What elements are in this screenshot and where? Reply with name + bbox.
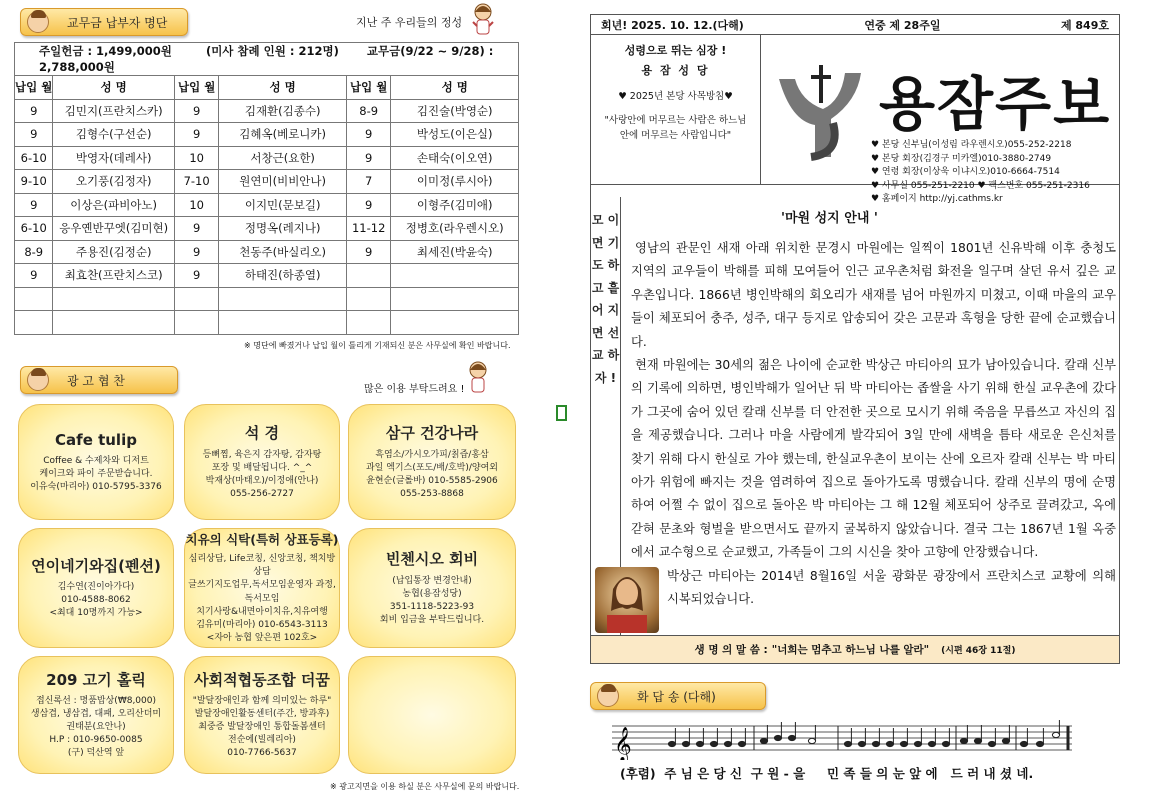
ad-line: <최대 10명까지 가능>	[49, 608, 143, 619]
note	[914, 741, 921, 746]
donor-name-cell: 최효찬(프란치스코)	[53, 264, 174, 288]
ad-card	[348, 656, 516, 774]
ad-card	[348, 528, 516, 648]
ad-card	[348, 404, 516, 520]
contact-line: ♥ 본당 신부님(이성림 라우렌시오)055-252-2218	[871, 140, 1072, 150]
note	[696, 741, 703, 746]
ad-thanks: 많은 이용 부탁드려요 !	[364, 384, 465, 395]
note	[886, 741, 893, 746]
pay-month-cell: 9	[174, 240, 219, 264]
donor-tag: 교무금 납부자 명단	[20, 8, 188, 36]
note	[808, 738, 815, 743]
pay-month-cell	[346, 311, 391, 335]
note	[682, 741, 689, 746]
pay-month-cell: 9	[174, 123, 219, 147]
donor-name-cell: 김형수(구선순)	[53, 123, 174, 147]
ad-line: <자아 농협 앞은편 102호>	[206, 632, 318, 643]
table-row	[15, 311, 519, 335]
donor-name-cell: 원연미(비비안나)	[219, 170, 347, 194]
ad-title: 석 경	[244, 424, 280, 443]
note	[1020, 741, 1027, 746]
note	[774, 735, 781, 740]
ad-line: 글쓰기지도업무,독서모임운영자 과정,	[188, 580, 336, 591]
pay-month-cell	[346, 264, 391, 288]
jesus-cartoon-icon	[470, 2, 496, 36]
donor-name-cell: 정병호(라우렌시오)	[391, 217, 519, 241]
donor-name-cell: 주용진(김정순)	[53, 240, 174, 264]
pay-month-cell: 9	[346, 146, 391, 170]
pay-month-cell: 11-12	[346, 217, 391, 241]
note	[1002, 738, 1009, 743]
pay-month-cell	[174, 311, 219, 335]
donor-name-cell: 박성도(이은실)	[391, 123, 519, 147]
ad-line: 치기사랑&내면아이치유,치유여행	[196, 606, 328, 617]
ad-line: 생삼겹, 냉삼겹, 대패, 오리산더미	[30, 709, 162, 720]
table-row	[15, 287, 519, 311]
ad-line: 박재상(마태오)/이정애(안나)	[205, 475, 319, 486]
contact-line: ♥ 홈페이지 http://yj.cathms.kr	[871, 194, 1003, 204]
donor-name-cell: 김재환(김종수)	[219, 99, 347, 123]
note	[760, 738, 767, 743]
liturgical-week: 연중 제 28주일	[864, 18, 941, 32]
ad-card	[184, 528, 340, 648]
donor-name-cell: 박영자(데레사)	[53, 146, 174, 170]
pay-month-cell: 9	[174, 217, 219, 241]
paragraph: 현재 마원에는 30세의 젊은 나이에 순교한 박상근 마티아의 묘가 남아있습니다. 칼래 신부의 기록에 의하면, 병인박해가 일어난 뒤 박 마티아는 좁쌀을 사기 위해 한실 교우촌에 갔다가 그곳에 숨어 있던 칼래 신부를 더 안전한 곳으로 모시기 위해 죽음을 무릅쓰고 자신의 집을 제공했습니다. 그러나 마을 사람에게 발각되어 3일 만에 새벽을 틈타 새로운 은신처를 찾기 위해 다시 한실로 가야 했는데, 한실교우촌이 보이는 산에 오르자 칼래 신부는 박 마티아가 위험에 빠지는 것을 염려하여 집으로 돌아가도록 명했습니다. 칼래 신부의 명에 순명하여 어쩔 수 없이 집으로 돌아온 박 마티아는 그 해 12월 체포되어 상주로 끌려갔고, 옥에 갇혀 문초와 형벌을 받으면서도 끝까지 굴복하지 않았습니다. 결국 그는 1867년 1월 옥중에서 교수형으로 순교했고, 가족들이 그의 시신을 찾아 고향에 안장했습니다.	[631, 358, 1116, 560]
ad-line: 최중증 발달장애인 통합돌봄센터	[198, 722, 326, 733]
ad-line: 독서모임	[244, 593, 280, 604]
pay-month-cell: 9	[15, 123, 53, 147]
donor-name-cell: 김진술(박영순)	[391, 99, 519, 123]
donor-name-cell	[391, 287, 519, 311]
issue-date: 회년! 2025. 10. 12.(다해)	[601, 18, 744, 32]
contact-line: ♥ 사무실 055-251-2210 ♥ 팩스번호 055-251-2316	[871, 180, 1090, 191]
child-face-icon	[27, 11, 49, 33]
donor-name-cell: 오기풍(김정자)	[53, 170, 174, 194]
parish-logo	[771, 61, 867, 161]
tithe-total: 교무금(9/22 ~ 9/28) : 2,788,000원	[39, 44, 494, 74]
psalm-tag: 화 답 송 (다해)	[590, 682, 766, 710]
pay-month-cell: 9-10	[15, 170, 53, 194]
jesus-portrait	[595, 567, 659, 633]
ad-line: 심리상담, Life코칭, 신앙코칭, 책치방상담	[188, 554, 336, 578]
pay-month-cell	[15, 311, 53, 335]
pay-month-cell: 10	[174, 193, 219, 217]
pay-month-cell: 10	[174, 146, 219, 170]
ad-line: 김유미(마리아) 010-6543-3113	[196, 619, 328, 630]
donor-name-cell: 최세진(박윤숙)	[391, 240, 519, 264]
ad-line: 케이크와 파이 주문받습니다.	[39, 469, 153, 480]
note	[900, 741, 907, 746]
ad-title: 삼구 건강나라	[385, 424, 479, 443]
donor-name-cell: 서창근(요한)	[219, 146, 347, 170]
ad-title: 209 고기 홀릭	[46, 670, 146, 689]
issue-header	[591, 15, 1119, 35]
paragraph: 박상근 마티아는 2014년 8월16일 서울 광화문 광장에서 프란치스코 교황에 의해 시복되었습니다.	[667, 568, 1116, 607]
child-face-icon	[597, 685, 619, 707]
ad-line: "발달장애인과 함께 의미있는 하루"	[192, 696, 332, 707]
table-row	[15, 146, 519, 170]
sunday-offering: 주일헌금 : 1,499,000원	[39, 44, 172, 58]
ad-line: 윤현순(글롤바) 010-5585-2906	[366, 475, 498, 486]
parish-box: 성령으로 뛰는 심장 ! 용 잠 성 당 ♥ 2025년 본당 사목방침♥ "사랑안에 머무르는 사람은 하느님 안에 머무르는 사람입니다"	[591, 35, 761, 185]
donor-name-cell: 하태진(하종열)	[219, 264, 347, 288]
pay-month-cell: 9	[15, 193, 53, 217]
note	[738, 741, 745, 746]
ad-line: 등뼈찜, 육은지 감자탕, 감자탕	[202, 449, 322, 460]
donor-name-cell	[53, 287, 174, 311]
ad-note: ※ 광고지면을 이용 하실 분은 사무실에 문의 바랍니다.	[330, 782, 520, 791]
header-row: 납입 월 성 명 납입 월 성 명 납입 월 성 명	[15, 76, 519, 100]
ad-card	[18, 528, 174, 648]
music-staff	[612, 720, 1074, 760]
pay-month-cell: 6-10	[15, 217, 53, 241]
ad-line: 010-4588-8062	[61, 595, 131, 606]
pay-month-cell: 8-9	[15, 240, 53, 264]
ad-title: Cafe tulip	[55, 430, 137, 449]
donor-name-cell: 정명옥(레지나)	[219, 217, 347, 241]
ad-line: 055-253-8868	[400, 488, 464, 499]
ad-line: 010-7766-5637	[227, 748, 297, 759]
pay-month-cell: 9	[346, 193, 391, 217]
last-week-label: 지난 주 우리들의 정성	[356, 16, 463, 29]
donor-name-cell	[219, 311, 347, 335]
ad-line: (구) 덕산역 앞	[67, 748, 125, 759]
child-face-icon	[27, 369, 49, 391]
note	[668, 741, 675, 746]
ad-line: 발달장애인활동센터(주간, 방과후)	[194, 709, 330, 720]
attendance: (미사 참례 인원 : 212명)	[205, 44, 339, 58]
issue-number: 제 849호	[1060, 18, 1109, 32]
ad-title: 치유의 식탁(특허 상표등록)	[185, 532, 339, 548]
pay-month-cell: 9	[15, 99, 53, 123]
ad-line: 김수연(진이아가다)	[57, 582, 135, 593]
ad-card	[184, 656, 340, 774]
table-row	[15, 99, 519, 123]
word-of-life: 생 명 의 말 씀 : "너희는 멈추고 하느님 나를 알라" (시편 46장 11절)	[591, 635, 1119, 663]
donor-name-cell: 김민지(프란치스카)	[53, 99, 174, 123]
pay-month-cell: 7	[346, 170, 391, 194]
ad-line: H.P : 010-9650-0085	[49, 735, 143, 746]
table-row	[15, 193, 519, 217]
note	[1036, 741, 1043, 746]
ad-line: 055-256-2727	[230, 488, 294, 499]
donor-name-cell: 김혜옥(베로니카)	[219, 123, 347, 147]
donor-name-cell: 응우옌반꾸엣(김미현)	[53, 217, 174, 241]
ad-line: (납입통장 변경안내)	[392, 575, 472, 586]
ad-tag: 광 고 협 찬	[20, 366, 178, 394]
donor-name-cell: 이지민(문보길)	[219, 193, 347, 217]
table-row	[15, 170, 519, 194]
note	[710, 741, 717, 746]
ad-line: Coffee & 수제차와 디저트	[43, 456, 149, 467]
pay-month-cell: 9	[346, 240, 391, 264]
donor-note: ※ 명단에 빠졌거나 납입 월이 틀리게 기재되신 분은 사무실에 확인 바랍니다.	[244, 341, 511, 350]
ad-line: 농협(용잠성당)	[402, 588, 462, 599]
jesus-cartoon-icon	[466, 360, 490, 394]
donor-name-cell	[219, 287, 347, 311]
table-row	[15, 217, 519, 241]
ad-line: 전순에(빌레리아)	[228, 735, 296, 746]
note	[858, 741, 865, 746]
donor-name-cell	[391, 311, 519, 335]
note	[872, 741, 879, 746]
donor-name-cell: 이미정(루시아)	[391, 170, 519, 194]
ad-card	[184, 404, 340, 520]
note	[844, 741, 851, 746]
donor-name-cell: 이형주(김미애)	[391, 193, 519, 217]
article-body	[631, 237, 1116, 612]
pay-month-cell: 9	[346, 123, 391, 147]
summary-row	[15, 43, 519, 76]
paragraph: 영남의 관문인 새재 아래 위치한 문경시 마원에는 일찍이 1801년 신유박해 이후 충청도 지역의 교우들이 박해를 피해 모여들어 인근 교우촌처럼 화전을 일구며 살던 유서 깊은 교우촌입니다. 1866년 병인박해의 회오리가 새재를 넘어 마원까지 미쳤고, 이때 마을의 교우들이 체포되어 충주, 성주, 대구 등지로 압송되어 갖은 고문과 혹형을 당한 끝에 순교했습니다.	[631, 241, 1116, 349]
psalm-lyrics: (후렴) 주 님 은 당 신 구 원 - 을 민 족 들 의 눈 앞 에 드 러 내 셨 네.	[620, 766, 1034, 781]
table-row	[15, 123, 519, 147]
pay-month-cell	[15, 287, 53, 311]
pay-month-cell: 9	[15, 264, 53, 288]
note	[928, 741, 935, 746]
note	[1052, 732, 1059, 737]
ad-card	[18, 656, 174, 774]
table-row	[15, 240, 519, 264]
pay-month-cell: 9	[174, 264, 219, 288]
contact-line: ♥ 본당 회장(김경구 미카엘)010-3880-2749	[871, 153, 1052, 164]
contact-list	[871, 139, 1090, 207]
note	[724, 741, 731, 746]
ad-line: 권태분(요안나)	[66, 722, 126, 733]
contact-line: ♥ 연령 회장(이상욱 이냐시오)010-6664-7514	[871, 167, 1060, 177]
pay-month-cell: 6-10	[15, 146, 53, 170]
donor-name-cell: 천동주(바실리오)	[219, 240, 347, 264]
ad-line: 흑염소/가시오가피/칡즙/홍삼	[375, 449, 489, 460]
bulletin-title: 용잠주보	[879, 70, 1112, 138]
ad-title: 사회적협동조합 더꿈	[194, 670, 330, 689]
pay-month-cell	[346, 287, 391, 311]
pay-month-cell: 9	[174, 99, 219, 123]
note	[942, 741, 949, 746]
pay-month-cell: 7-10	[174, 170, 219, 194]
ad-line: 포장 및 배달됩니다. ^_^	[211, 462, 313, 473]
donor-name-cell	[53, 311, 174, 335]
masthead	[591, 35, 1119, 204]
ad-line: 접신록선 : 명품밥상(₩8,000)	[36, 696, 156, 707]
ad-line: 과일 엑기스(포도/배/호박)/양여외	[365, 462, 498, 473]
ad-line: 회비 입금을 부탁드립니다.	[379, 614, 485, 625]
donor-table	[14, 42, 519, 335]
ad-title: 연이네기와집(펜션)	[31, 556, 161, 575]
ad-line: 351-1118-5223-93	[389, 601, 475, 612]
pay-month-cell: 8-9	[346, 99, 391, 123]
side-slogan: 모 이 면 기 도 하 고 흩 어 지 면 선 교 하 자 !	[591, 197, 621, 637]
treble-clef-icon: 𝄞	[614, 727, 632, 760]
note	[788, 735, 795, 740]
ad-line: 이유숙(마리아) 010-5795-3376	[30, 482, 162, 493]
table-row	[15, 264, 519, 288]
note	[960, 738, 967, 743]
pay-month-cell	[174, 287, 219, 311]
note	[974, 738, 981, 743]
donor-name-cell: 손태숙(이오연)	[391, 146, 519, 170]
bulletin-front	[590, 14, 1120, 664]
donor-name-cell	[391, 264, 519, 288]
donor-name-cell: 이상은(파비아노)	[53, 193, 174, 217]
ad-card	[18, 404, 174, 520]
note	[988, 741, 995, 746]
cursor-mark	[556, 405, 567, 421]
article-title: '마원 성지 안내 '	[781, 211, 878, 226]
ad-title: 빈첸시오 회비	[385, 550, 479, 569]
